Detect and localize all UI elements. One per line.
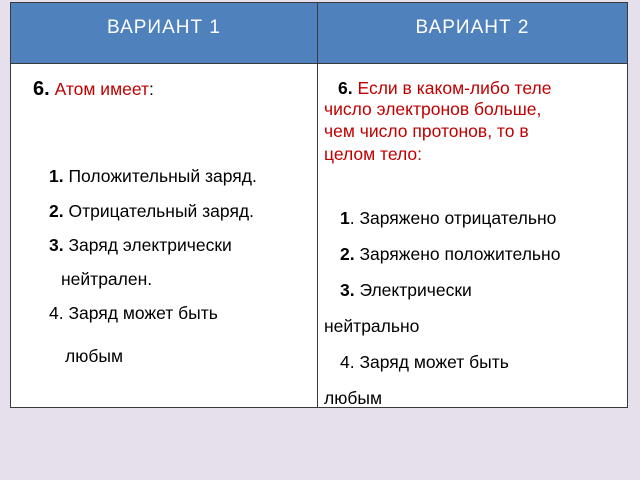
header-variant-2: ВАРИАНТ 2 (415, 17, 530, 38)
variant-2-answer-1-text: . Заряжено отрицательно (349, 208, 557, 228)
variant-1-answer-1-text: Положительный заряд. (63, 166, 257, 186)
variant-2-answer-2 (340, 244, 560, 265)
variant-1-answer-1-number: 1. (49, 166, 64, 186)
variant-1-answer-3-cont (61, 269, 152, 290)
variant-2-answer-4-number: 4. (340, 352, 355, 372)
variant-1-answer-4 (49, 303, 218, 324)
variant-1-answer-4-cont (65, 346, 123, 367)
variant-1-question-colon: : (149, 79, 154, 99)
variant-2-answer-4-text: Заряд может быть (354, 352, 509, 372)
variant-1-answer-3-cont-text: нейтрален. (61, 269, 153, 289)
variant-1-answer-2-number: 2. (49, 201, 64, 221)
variant-2-answer-3-cont-text: нейтрально (324, 316, 420, 336)
variant-2-question-number: 6. (338, 78, 353, 98)
variant-1-answer-1 (49, 166, 257, 187)
variant-2-answer-1-number: 1 (340, 208, 350, 228)
variant-2-answer-2-number: 2. (340, 244, 355, 264)
variant-2-answer-3 (340, 280, 472, 301)
variant-2-question-line-1 (324, 78, 551, 99)
table-header-row (11, 3, 627, 63)
variant-1-answer-4-number: 4. (49, 303, 64, 323)
variant-1-column (11, 64, 317, 407)
variant-2-column (318, 64, 627, 407)
quiz-table (10, 2, 628, 408)
variant-1-question-text: Атом имеет (54, 79, 150, 99)
variant-2-answer-1 (340, 208, 556, 229)
variant-1-question (33, 78, 154, 101)
variant-2-answer-3-text: Электрически (354, 280, 472, 300)
variant-2-question-text-1: Если в каком-либо теле (357, 78, 552, 98)
variant-2-question-line-4: целом тело: (324, 144, 422, 164)
variant-1-answer-3 (49, 235, 232, 256)
header-variant-1: ВАРИАНТ 1 (107, 17, 221, 38)
variant-2-answer-4-cont-text: любым (324, 388, 382, 408)
variant-2-answer-3-number: 3. (340, 280, 355, 300)
variant-1-answer-2 (49, 201, 254, 222)
variant-1-answer-4-text: Заряд может быть (63, 303, 218, 323)
variant-1-question-number: 6. (33, 78, 50, 100)
variant-2-answer-3-cont (324, 316, 419, 337)
variant-1-answer-3-number: 3. (49, 235, 64, 255)
variant-2-answer-2-text: Заряжено положительно (354, 244, 561, 264)
variant-1-answer-3-text: Заряд электрически (63, 235, 232, 255)
variant-2-answer-4-cont (324, 388, 382, 409)
variant-1-answer-4-cont-text: любым (65, 346, 123, 366)
variant-1-answer-2-text: Отрицательный заряд. (63, 201, 254, 221)
variant-2-question-line-3: чем число протонов, то в (324, 121, 529, 141)
variant-2-answer-4 (340, 352, 509, 373)
variant-2-question-line-2: число электронов больше, (324, 99, 542, 119)
